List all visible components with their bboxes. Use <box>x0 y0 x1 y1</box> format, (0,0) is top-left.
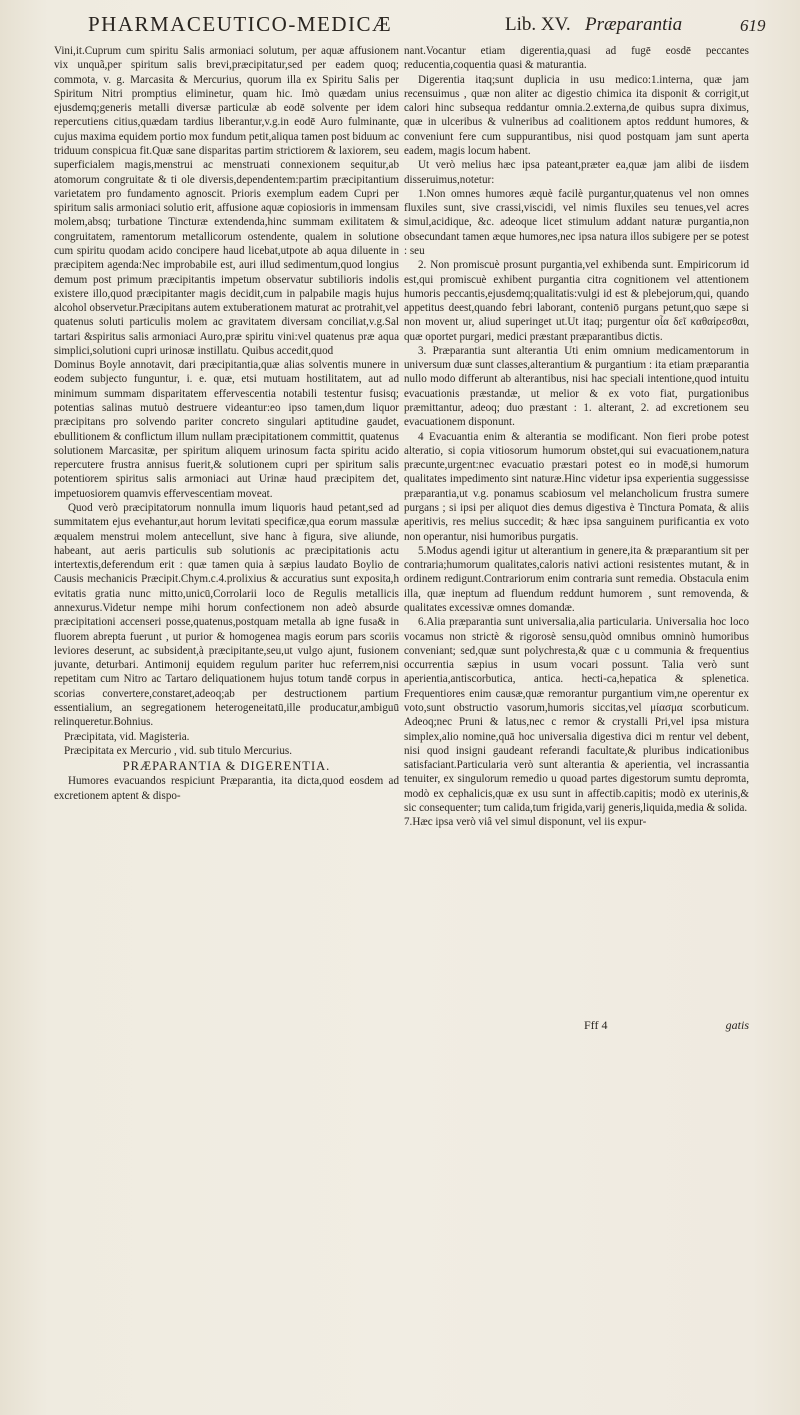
page-header <box>60 6 790 42</box>
paragraph: Humores evacuandos respiciunt Præparantia, ita dicta,quod eosdem ad excretionem aptent & dispo- <box>54 775 399 802</box>
section-title: Præparantia <box>585 14 683 35</box>
paragraph: Digerentia itaq;sunt duplicia in usu medico:1.interna, quæ jam recensuimus , quæ non aliter ac digestio chimica ita disponit & corrigit,ut calori hinc subsequa reddantur omnia.2.externa,de quibus supra diximus, quæ in ulceribus & vulneribus ad coalitionem aptos reddunt humores, & conveniunt fere cum suppurantibus, nisi quod postquam jam sunt aperta eadem, magis locum habent. <box>404 73 749 157</box>
numbered-paragraph: 2. Non promiscuè prosunt purgantia,vel exhibenda sunt. Empiricorum id est,qui promiscuè exhibent purgantia citra cognitionem vel attentionem humoris peccantis,ejusdemq;qualitatis:vulgi id est & plebejorum,qui, quando appetitus deest,quando febri laborant, conteniō purgans petunt,quo sæpe si non movent ur, aliud superinget ut.Ut itaq; purgentur οἷα δεῖ καθαίρεσθαι, quæ oportet purgari, medici præstant præparantibus dictis. <box>404 259 749 343</box>
numbered-paragraph: 1.Non omnes humores æquè facilè purgantur,quatenus vel non omnes fluxiles sunt, sive crassi,viscidi, vel nimis fluxiles seu tenues,vel acres simul,acidique, &c. adeoque licet stimulum addant naturæ purgantia,non obsecundant tamen æque humores,nec ipsa natura illos subigere per se potest : seu <box>404 187 749 257</box>
numbered-paragraph: 7.Hæc ipsa verò viâ vel simul disponunt, vel iis expur- <box>404 816 647 829</box>
signature-mark: Fff 4 <box>584 1018 608 1032</box>
catchword: gatis <box>725 1018 749 1032</box>
section-heading: PRÆPARANTIA & DIGERENTIA. <box>122 759 331 774</box>
paragraph: Ut verò melius hæc ipsa pateant,præter ea,quæ jam alibi de iisdem disseruimus,notetur: <box>404 159 749 186</box>
paragraph: nant.Vocantur etiam digerentia,quasi ad fugē eosdē peccantes reducentia,coquentia quasi & maturantia. <box>404 45 749 72</box>
numbered-paragraph: 5.Modus agendi igitur ut alterantium in genere,ita & præparantium sit per contraria;humorum qualitates,caloris nativi actioni resistentes mutant, & in ordinem redigunt.Contrariorum enim contraria sunt remedia. Obstacula enim illa, quæ ineptum ad fluendum reddunt humorem , sunt removenda, & qualitates excessivæ omnes domandæ. <box>404 544 749 614</box>
paragraph: Quod verò præcipitatorum nonnulla imum liquoris haud petant,sed ad summitatem ejus evehantur,aut horum levitati specificæ,qua eorum massulæ æqualem menstrui molem antecellunt, sive hanc à figura, sive aliunde, habeant, aut aeris particulis sub solutionis ac præcipitationis actu intertextis,deferendum erit : quæ tamen quia à sæpius laudato Boylio de Causis mechanicis Præcipit.Chym.c.4.prolixius & accuratius sunt exposita,h evitatis gratia nunc mitto,unicū,Corrolarii loco de Regulis metallicis annexurus.Videtur nempe mihi horum confectionem non adeò absurde præcipitationi accenseri posse,quatenus,postquam metalla ab igne fusa& in fluorem abrepta fuerunt , ut purior & homogenea magis eorum pars scoriis leviores deserunt, ac subsident,à præcipitante,seu,ut vulgo ajunt, fusionem juvante, deturbari. Antimonij equidem regulum pariter huc referrem,nisi repetitam cum Nitro ac Tartaro deliquationem hujus totum tandē corpus in scorias convertere,constaret,adeoq;ab per destructionem partium essentialium, an segregationem heterogeneitatū,ille producatur,ambiguū relinqueretur.Bohnius. <box>54 502 399 729</box>
paragraph: Dominus Boyle annotavit, dari præcipitantia,quæ alias solventis munere in eodem subjecto funguntur, i. e. quæ, etsi mutuam hostilitatem, aut ad minimum summam disparitatem effervescentia notabili testentur fusisq; potentias salinas mutuò destruere videantur:eo ipso tamen,dum liquor præcipitans pro solvendo pariter concreto singulari aptitudine gaudet, ebullitionem & conflictum illum nullam præcipitationem committit, quatenus solutionem Marcasitæ, per spiritum aliquem urinosum facta spiritu acido repercutere frustra annisus fuerit,& solutionem cupri per spiritum salis potentiorem spiritus salis armoniaci aut Urinæ haud præcipitem det, impetuosiorem quamvis effervescentiam moveat. <box>54 359 399 500</box>
numbered-paragraph: 6.Alia præparantia sunt universalia,alia particularia. Universalia hoc loco vocamus non strictè & rigorosè sensu,quòd omnibus omninò humoribus conveniant; sed,quæ sunt polychresta,& quæ c u communia & frequentius occurrentia sæpius in usum vocari possunt. Talia verò sunt aperientia,antiscorbutica, antica. hecti-ca,hepatica & splenetica. Frequentiores enim causæ,quæ remorantur purgantium vim,ne operentur ex voto,sunt obstructio vasorum,humoris siccitas,vel μίασμα scorbuticum. Adeoq;nec Pruni & latus,nec c remor & crystalli Pri,vel ipsa mistura simplex,alio nomine,quā hoc universalia digestiva dici m rentur vel debent, nisi quod insigni gaudeant referandi facultate,& pluribus indicationibus satisfaciant.Particularia verò sunt alterantia & aperientia, vel incrassantia tenuiter, ex singulorum remedio u quoad partes digestorum sumtu depromta, modò ex cephalicis,quæ ex usu sunt in affectib.capitis; modò ex uterinis,& sic consequenter; tum calida,tum frigida,varij generis,liquida,media & solida. <box>404 616 749 814</box>
page-footer <box>404 1018 749 1034</box>
book-number: Lib. XV. <box>505 14 571 35</box>
numbered-paragraph: 4 Evacuantia enim & alterantia se modificant. Non fieri probe potest alteratio, si copia vitiosorum humorum obstet,qui sui evacuationem,natura præcunte,urgent:nec evacuatio præstari potest eo in modē,si humorum qualitates impedimento sint naturæ.Hinc videtur ipsa experientia suggessisse præparantia,ut v.g. ponamus scabiosum vel melancholicum frustra sumere purgans ; si ipsi per aliquot dies demus digestiva è Tinctura Pomata, & aliis aperitivis, res melius succedit; & hæc ipsa sanguinem purificantia ex voto non operantur, nisi humoribus purgatis. <box>404 430 749 543</box>
numbered-paragraph: 3. Præparantia sunt alterantia Uti enim omnium medicamentorum in universum duæ sunt classes,alterantium & purgantium : ita etiam præparantia nullo modo differunt ab alterantibus, nisi hac speciali intentione,quod intuitu evacuationis præstandæ, ut melior & ex voto fiat, purgationibus præmittantur, adeoq; duo præstant : 1. alterant, 2. ad excretionem seu evacuationem disponunt. <box>404 344 749 429</box>
page-number: 619 <box>740 16 766 35</box>
left-column <box>54 44 399 1044</box>
right-column <box>404 44 749 1064</box>
running-title: PHARMACEUTICO-MEDICÆ <box>88 12 393 36</box>
cross-reference-entry: Præcipitata, vid. Magisteria. <box>64 730 190 743</box>
paragraph: Vini,it.Cuprum cum spiritu Salis armoniaci solutum, per aquæ affusionem vix unquã,per spiritum salis brevi,præcipitatur,sed per eadem quoq; commota, v. g. Marcasita & Mercurius, quorum illa ex Spiritu Salis per Spiritum Nitri promptius eliminetur, quam hic. Imò quædam unius ejusdemq;generis metalli diversæ particulæ ab eodē solvente per idem repercutiens citius,quædam tardius liberantur,v.g.in eodē Auro fulminante, cujus maxima equidem portio mox fundum petit,aliqua tamen post biduum ac triduum conspicua fit.Quæ sane disparitas partim strictiorem & laxiorem, seu superficialem magis,menstrui ac menstruati connexionem sequitur,ab atomorum congruitate & ti ole diversis,dependentem:partim præcipitantium varietatem pro fundamento agnoscit. Prioris exemplum eadem Cupri per spiritum salis armoniaci solutio erit, affusione aquæ copiosioris in immensam molem,absq; turbatione Tincturæ extendenda,hinc summam exilitatem & congruitatem, ramentorum metallicorum ostendente, qualem in solutione cum spiritu quodam acido concipere haud licebat,utpote ab aqua diluente in præcipitem agenda:Nec improbabile est, auri illud sedimentum,quod longius demum post primum præcipitantis impetum observatur subtilioris indolis existere illo,quod præcipitanter magis decidit,cum in palpabile magis hujus alcohol observetur.Præcipitans autem extuberationem maturat ac protrahit,vel quatenus soluti particulis molem ac gravitatem diversam conciliat,v.g.Sal tartari &spiritus salis armoniaci Auro,præ spiritu vini:vel quatenus præ aqua simplici,solutioni cupri urinosæ instillatu. Quibus accedit,quod <box>54 45 399 357</box>
cross-reference-entry: Præcipitata ex Mercurio , vid. sub titulo Mercurius. <box>64 744 292 757</box>
